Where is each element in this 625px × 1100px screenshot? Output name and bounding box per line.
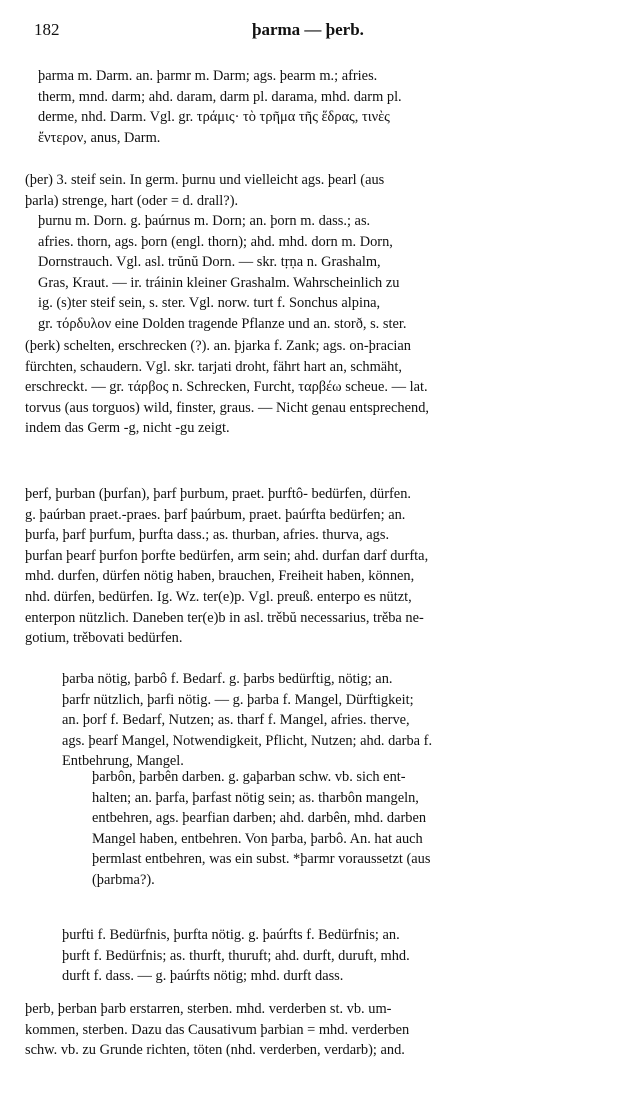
- entry-line: (þarbma?).: [92, 871, 155, 888]
- entry-line: gr. τόρδυλον eine Dolden tragende Pflanze und an. storð, s. ster.: [38, 315, 407, 332]
- entry-line: þurfa, þarf þurfum, þurfta dass.; as. thurban, afries. thurva, ags.: [25, 527, 390, 544]
- entry-line: g. þaúrban praet.-praes. þarf þaúrbum, praet. þaúrfta bedürfen; an.: [25, 506, 406, 523]
- entry-line: þarla) strenge, hart (oder = d. drall?).: [25, 192, 239, 209]
- entry-line: þurft f. Bedürfnis; as. thurft, thuruft; ahd. durft, duruft, mhd.: [62, 947, 410, 964]
- entry-line: þurfti f. Bedürfnis, þurfta nötig. g. þaúrfts f. Bedürfnis; an.: [62, 927, 400, 943]
- entry-line: kommen, sterben. Dazu das Causativum þarbian = mhd. verderben: [25, 1021, 410, 1038]
- entry-line: torvus (aus torguos) wild, finster, graus. — Nicht genau entsprechend,: [25, 399, 430, 416]
- entry-line: ig. (s)ter steif sein, s. ster. Vgl. norw. turt f. Sonchus alpina,: [38, 295, 381, 312]
- entry-line: therm, mnd. darm; ahd. daram, darm pl. darama, mhd. darm pl.: [38, 88, 402, 105]
- entry-therb: [25, 999, 605, 1061]
- entry-therf: [25, 484, 605, 649]
- entry-line: þurfan þearf þurfon þorfte bedürfen, arm sein; ahd. durfan darf durfta,: [25, 547, 429, 564]
- entry-line: Entbehrung, Mangel.: [62, 753, 184, 770]
- entry-line: nhd. dürfen, bedürfen. Ig. Wz. ter(e)p. Vgl. preuß. enterpo es nützt,: [25, 588, 412, 605]
- entry-line: ags. þearf Mangel, Notwendigkeit, Pflicht, Nutzen; ahd. darba f.: [62, 732, 433, 749]
- entry-line: schw. vb. zu Grunde richten, töten (nhd. verderben, verdarb); and.: [25, 1042, 405, 1059]
- page-number: 182: [34, 20, 60, 39]
- entry-line: entbehren, ags. þearfian darben; ahd. darbên, mhd. darben: [92, 810, 427, 827]
- entry-tharma: [38, 66, 598, 148]
- entry-line: erschreckt. — gr. τάρβος n. Schrecken, Furcht, ταρβέω scheue. — lat.: [25, 379, 428, 396]
- entry-line: an. þorf f. Bedarf, Nutzen; as. tharf f. Mangel, afries. therve,: [62, 712, 410, 729]
- entry-line: þarma m. Darm. an. þarmr m. Darm; ags. þearm m.; afries.: [38, 68, 378, 84]
- entry-line: Mangel haben, entbehren. Von þarba, þarbô. An. hat auch: [92, 830, 423, 847]
- entry-line: þarfr nützlich, þarfi nötig. — g. þarba f. Mangel, Dürftigkeit;: [62, 691, 414, 708]
- entry-therk: [25, 336, 605, 439]
- entry-line: derme, nhd. Darm. Vgl. gr. τράμις· τὸ τρῆμα τῆς ἕδρας, τινὲς: [38, 109, 390, 126]
- entry-line: (þer) 3. steif sein. In germ. þurnu und vielleicht ags. þearl (aus: [25, 172, 385, 188]
- entry-line: enterpon nützlich. Daneben ter(e)b in asl. trěbŭ necessarius, trěba ne-: [25, 609, 424, 626]
- entry-line: gotium, trěbovati bedürfen.: [25, 630, 183, 647]
- entry-line: þarbôn, þarbên darben. g. gaþarban schw. vb. sich ent-: [92, 769, 406, 785]
- subentry-tharba: [62, 669, 602, 772]
- subentry-tharbon: [92, 767, 602, 891]
- entry-line: þerb, þerban þarb erstarren, sterben. mhd. verderben st. vb. um-: [25, 1001, 392, 1017]
- entry-line: Gras, Kraut. — ir. tráinin kleiner Grashalm. Wahrscheinlich zu: [38, 274, 400, 291]
- entry-line: þarba nötig, þarbô f. Bedarf. g. þarbs bedürftig, nötig; an.: [62, 671, 393, 687]
- entry-line: mhd. durfen, dürfen nötig haben, brauchen, Freiheit haben, können,: [25, 568, 415, 585]
- entry-line: þurnu m. Dorn. g. þaúrnus m. Dorn; an. þorn m. dass.; as.: [38, 213, 371, 229]
- entry-thurnu: [38, 211, 603, 335]
- entry-line: fürchten, schaudern. Vgl. skr. tarjati droht, fährt hart an, schmäht,: [25, 358, 402, 375]
- entry-line: þerf, þurban (þurfan), þarf þurbum, praet. þurftô- bedürfen, dürfen.: [25, 486, 411, 502]
- entry-line: ἔντερον, anus, Darm.: [38, 129, 161, 146]
- entry-line: indem das Germ -g, nicht -gu zeigt.: [25, 420, 230, 437]
- entry-line: (þerk) schelten, erschrecken (?). an. þjarka f. Zank; ags. on-þracian: [25, 338, 411, 354]
- page-header: [34, 20, 594, 48]
- entry-line: afries. thorn, ags. þorn (engl. thorn); ahd. mhd. dorn m. Dorn,: [38, 233, 393, 250]
- entry-ther: [25, 170, 605, 211]
- subentry-thurfti: [62, 925, 602, 987]
- entry-line: Dornstrauch. Vgl. asl. trŭnŭ Dorn. — skr. tṛṇa n. Grashalm,: [38, 254, 381, 271]
- entry-line: halten; an. þarfa, þarfast nötig sein; as. tharbôn mangeln,: [92, 789, 419, 806]
- entry-line: durft f. dass. — g. þaúrfts nötig; mhd. durft dass.: [62, 968, 344, 985]
- running-title: þarma — þerb.: [252, 20, 364, 39]
- entry-line: þermlast entbehren, was ein subst. *þarmr voraussetzt (aus: [92, 851, 431, 868]
